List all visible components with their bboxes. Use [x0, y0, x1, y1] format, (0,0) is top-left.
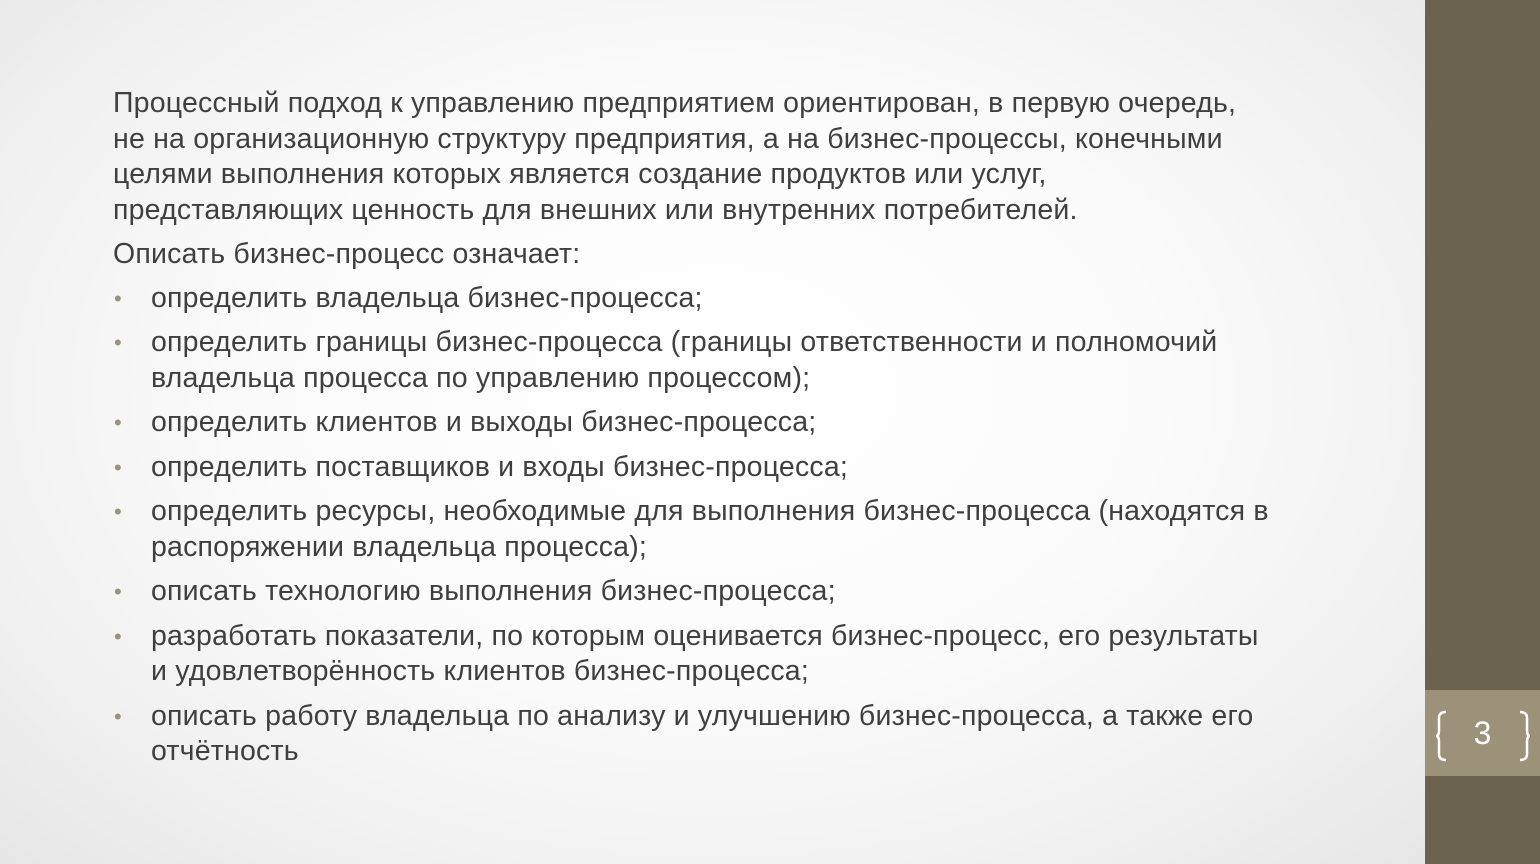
- list-item: [113, 494, 1443, 565]
- list-item: [113, 281, 1443, 317]
- bullet-icon: •: [114, 410, 122, 435]
- list-item: [113, 619, 1443, 690]
- list-item-text: описать технологию выполнения бизнес-процесса;: [151, 575, 836, 607]
- bullet-list: [113, 281, 1443, 770]
- list-item: [113, 450, 1443, 486]
- list-item: [113, 405, 1443, 441]
- bullet-icon: •: [114, 285, 122, 311]
- list-item-text: определить клиентов и выходы бизнес-процесса;: [151, 406, 817, 438]
- list-item-text: описать работу владельца по анализу и улучшению бизнес-процесса, а также его отчётность: [151, 699, 1254, 767]
- bullet-icon: •: [114, 330, 122, 355]
- lead-in-text: Описать бизнес-процесс означает:: [113, 238, 581, 270]
- slide-content: [113, 86, 1443, 779]
- bullet-icon: •: [114, 454, 122, 480]
- bullet-icon: •: [114, 623, 122, 649]
- list-item-text: определить поставщиков и входы бизнес-процесса;: [151, 450, 849, 483]
- bullet-icon: •: [114, 499, 122, 524]
- bullet-icon: •: [114, 703, 122, 729]
- list-item: [113, 699, 1443, 770]
- list-item-text: определить владельца бизнес-процесса;: [151, 281, 703, 314]
- list-item-text: разработать показатели, по которым оценивается бизнес-процесс, его результаты и удовлетворённость клиентов бизнес-процесса;: [151, 619, 1259, 687]
- list-item-text: определить ресурсы, необходимые для выполнения бизнес-процесса (находятся в распоряжении владельца процесса);: [151, 495, 1269, 563]
- bullet-icon: •: [114, 579, 122, 604]
- intro-paragraph: Процессный подход к управлению предприятием ориентирован, в первую очередь, не на организационную структуру предприятия, а на бизнес-процессы, конечными целями выполнения которых является создание продуктов или услуг, представляющих ценность для внешних или внутренних потребителей.: [113, 87, 1237, 226]
- list-item: [113, 325, 1443, 396]
- page-number: 3: [1473, 714, 1492, 751]
- list-item-text: определить границы бизнес-процесса (границы ответственности и полномочий владельца процесса по управлению процессом);: [151, 326, 1218, 394]
- list-item: [113, 574, 1443, 610]
